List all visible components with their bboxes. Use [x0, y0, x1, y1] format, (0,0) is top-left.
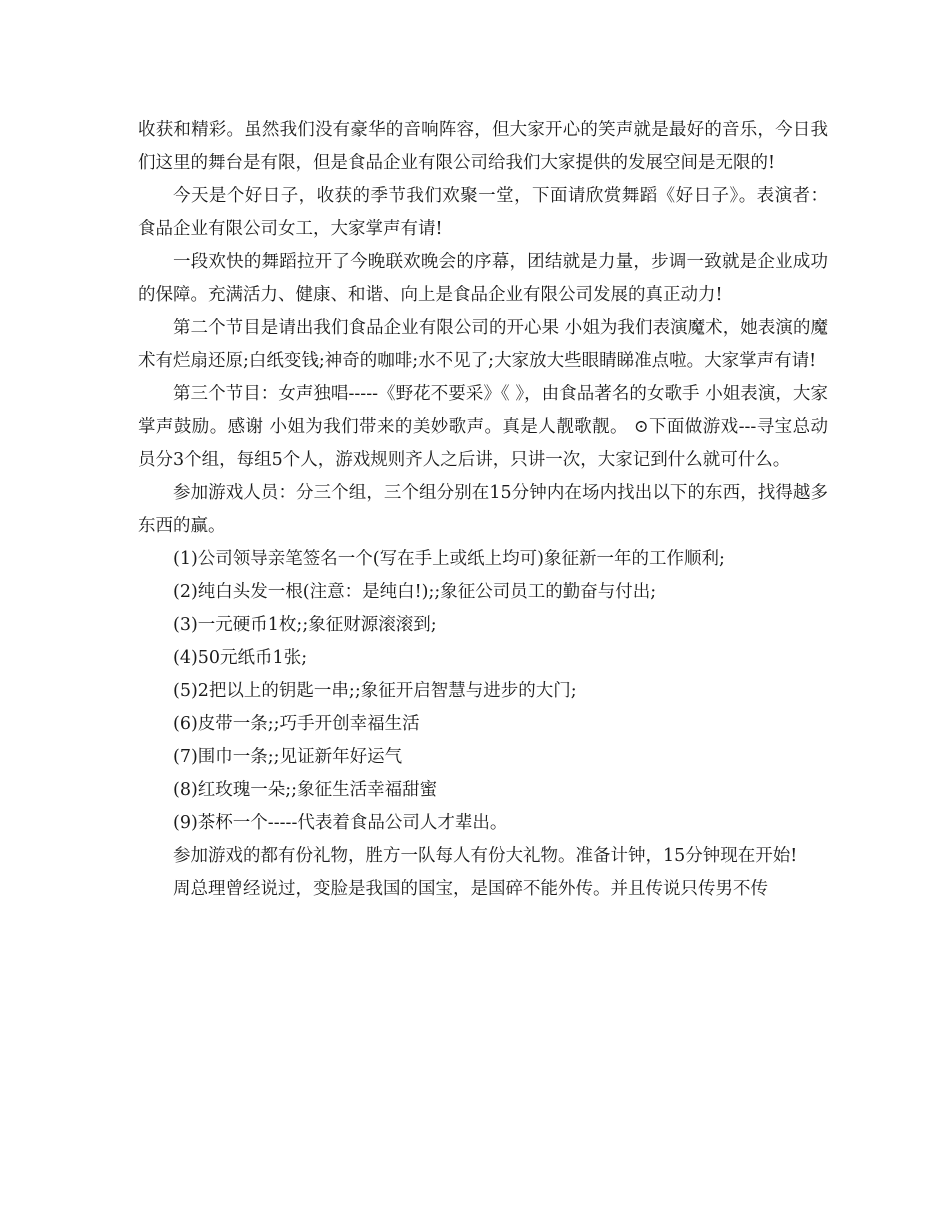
list-item: (9)茶杯一个-----代表着食品公司人才辈出。: [173, 813, 508, 833]
list-item: (1)公司领导亲笔签名一个(写在手上或纸上均可)象征新一年的工作顺利;: [173, 549, 725, 569]
paragraph: 今天是个好日子，收获的季节我们欢聚一堂，下面请欣赏舞蹈《好日子》。表演者：食品企业有限公司女工，大家掌声有请!: [138, 186, 828, 239]
list-item: (2)纯白头发一根(注意：是纯白!);;象征公司员工的勤奋与付出;: [173, 582, 657, 602]
paragraph: 第三个节目：女声独唱-----《野花不要采》《 》，由食品著名的女歌手 小姐表演，大家掌声鼓励。感谢 小姐为我们带来的美妙歌声。真是人靓歌靓。 ⊙下面做游戏---寻宝总动员分3个组，每组5个人，游戏规则齐人之后讲，只讲一次，大家记到什么就可什么。: [138, 384, 828, 470]
paragraph: 第二个节目是请出我们食品企业有限公司的开心果 小姐为我们表演魔术，她表演的魔术有烂扇还原;白纸变钱;神奇的咖啡;水不见了;大家放大些眼睛睇准点啦。大家掌声有请!: [138, 318, 828, 371]
list-item: (8)红玫瑰一朵;;象征生活幸福甜蜜: [173, 780, 438, 800]
list-item: (6)皮带一条;;巧手开创幸福生活: [173, 714, 420, 734]
list-item: (7)围巾一条;;见证新年好运气: [173, 747, 403, 767]
paragraph: 周总理曾经说过，变脸是我国的国宝，是国碎不能外传。并且传说只传男不传: [173, 879, 768, 899]
list-item: (5)2把以上的钥匙一串;;象征开启智慧与进步的大门;: [173, 681, 577, 701]
paragraph: 一段欢快的舞蹈拉开了今晚联欢晚会的序幕，团结就是力量，步调一致就是企业成功的保障。充满活力、健康、和谐、向上是食品企业有限公司发展的真正动力!: [138, 252, 828, 305]
list-item: (4)50元纸币1张;: [173, 648, 308, 668]
document-page: [138, 114, 828, 906]
list-item: (3)一元硬币1枚;;象征财源滚滚到;: [173, 615, 437, 635]
paragraph: 参加游戏人员：分三个组，三个组分别在15分钟内在场内找出以下的东西，找得越多东西的赢。: [138, 483, 828, 536]
paragraph: 参加游戏的都有份礼物，胜方一队每人有份大礼物。准备计钟，15分钟现在开始!: [173, 846, 798, 866]
paragraph: 收获和精彩。虽然我们没有豪华的音响阵容，但大家开心的笑声就是最好的音乐，今日我们这里的舞台是有限，但是食品企业有限公司给我们大家提供的发展空间是无限的!: [138, 120, 828, 173]
